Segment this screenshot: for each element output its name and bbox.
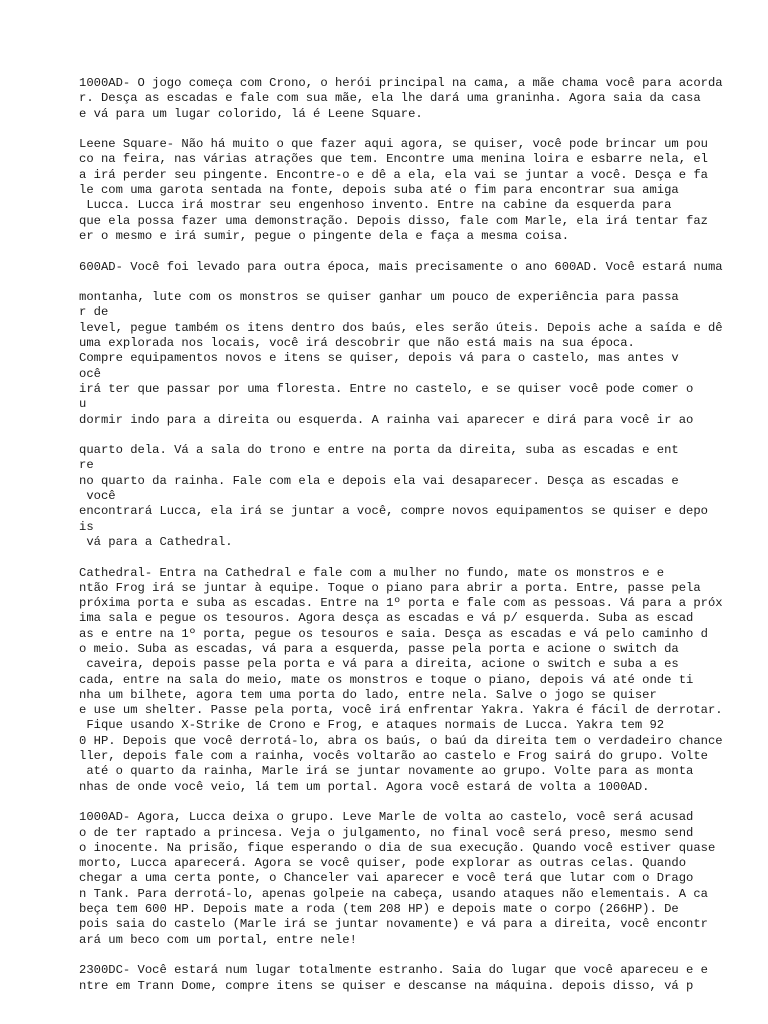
text-line: ller, depois fale com a rainha, vocês voltarão ao castelo e Frog sairá do grupo. Volte [79, 749, 708, 764]
text-line: irá ter que passar por uma floresta. Entre no castelo, e se quiser você pode comer o [79, 381, 694, 396]
text-line: ocê [79, 366, 101, 381]
text-line: level, pegue também os itens dentro dos baús, eles serão úteis. Depois ache a saída e dê [79, 320, 723, 335]
text-line: as e entre na 1º porta, pegue os tesouros e saia. Desça as escadas e vá pelo caminho d [79, 626, 708, 641]
text-line: er o mesmo e irá sumir, pegue o pingente dela e faça a mesma coisa. [79, 228, 570, 243]
text-line: caveira, depois passe pela porta e vá para a direita, acione o switch e suba a es [79, 657, 679, 672]
walkthrough-text [79, 76, 759, 994]
text-line: chegar a uma certa ponte, o Chanceler vai aparecer e você terá que lutar com o Drago [79, 871, 694, 886]
text-line: re [79, 458, 94, 473]
text-line: 600AD- Você foi levado para outra época, mais precisamente o ano 600AD. Você estará numa [79, 259, 723, 274]
text-line: r. Desça as escadas e fale com sua mãe, ela lhe dará uma graninha. Agora saia da casa [79, 91, 701, 106]
text-line: vá para a Cathedral. [79, 534, 233, 549]
text-line: e vá para um lugar colorido, lá é Leene Square. [79, 106, 423, 121]
paragraph-p2300dc [79, 963, 759, 994]
paragraph-p600ad [79, 260, 759, 551]
text-line: que ela possa fazer uma demonstração. Depois disso, fale com Marle, ela irá tentar faz [79, 213, 708, 228]
text-line: próxima porta e suba as escadas. Entre na 1º porta e fale com as pessoas. Vá para a próx [79, 596, 723, 611]
text-line: 1000AD- O jogo começa com Crono, o herói principal na cama, a mãe chama você para acorda [79, 76, 723, 90]
text-line: cada, entre na sala do meio, mate os monstros e toque o piano, depois vá até onde ti [79, 672, 694, 687]
text-line: Compre equipamentos novos e itens se quiser, depois vá para o castelo, mas antes v [79, 351, 679, 366]
text-line: o meio. Suba as escadas, vá para a esquerda, passe pela porta e acione o switch da [79, 641, 679, 656]
text-line: nha um bilhete, agora tem uma porta do lado, entre nela. Salve o jogo se quiser [79, 687, 657, 702]
text-line: pois saia do castelo (Marle irá se juntar novamente) e vá para a direita, você encontr [79, 917, 708, 932]
text-line: co na feira, nas várias atrações que tem. Encontre uma menina loira e esbarre nela, el [79, 152, 708, 167]
text-line: r de [79, 305, 109, 320]
text-line: o de ter raptado a princesa. Veja o julgamento, no final você será preso, mesmo send [79, 825, 694, 840]
text-line: você [79, 489, 116, 504]
text-line: ntão Frog irá se juntar à equipe. Toque o piano para abrir a porta. Entre, passe pela [79, 580, 701, 595]
paragraph-gap [79, 244, 759, 259]
text-line: montanha, lute com os monstros se quiser ganhar um pouco de experiência para passa [79, 290, 679, 305]
text-line: morto, Lucca aparecerá. Agora se você quiser, pode explorar as outras celas. Quando [79, 856, 687, 871]
paragraph-gap [79, 795, 759, 810]
text-line: u [79, 397, 87, 412]
text-line: ima sala e pegue os tesouros. Agora desça as escadas e vá p/ esquerda. Suba as escad [79, 611, 694, 626]
paragraph-leene-square [79, 137, 759, 244]
text-line: a irá perder seu pingente. Encontre-o e dê a ela, ela vai se juntar a você. Desça e fa [79, 167, 708, 182]
text-line: 2300DC- Você estará num lugar totalmente estranho. Saia do lugar que você apareceu e e [79, 963, 708, 978]
text-line: encontrará Lucca, ela irá se juntar a você, compre novos equipamentos se quiser e depo [79, 504, 708, 519]
text-line: Leene Square- Não há muito o que fazer aqui agora, se quiser, você pode brincar um pou [79, 137, 708, 152]
text-line: ntre em Trann Dome, compre itens se quiser e descanse na máquina. depois disso, vá p [79, 978, 694, 993]
paragraph-gap [79, 550, 759, 565]
text-line: nhas de onde você veio, lá tem um portal. Agora você estará de volta a 1000AD. [79, 779, 650, 794]
text-line: ará um beco com um portal, entre nele! [79, 932, 357, 947]
text-line: o inocente. Na prisão, fique esperando o dia de sua execução. Quando você estiver quase [79, 840, 716, 855]
text-line: no quarto da rainha. Fale com ela e depois ela vai desaparecer. Desça as escadas e [79, 473, 679, 488]
text-line: Lucca. Lucca irá mostrar seu engenhoso invento. Entre na cabine da esquerda para [79, 198, 672, 213]
text-line: Fique usando X-Strike de Crono e Frog, e ataques normais de Lucca. Yakra tem 92 [79, 718, 665, 733]
text-line: uma explorada nos locais, você irá descobrir que não está mais na sua época. [79, 336, 635, 351]
text-line: quarto dela. Vá a sala do trono e entre na porta da direita, suba as escadas e ent [79, 443, 679, 458]
paragraph-cathedral [79, 566, 759, 795]
paragraph-gap [79, 122, 759, 137]
text-line [79, 428, 759, 443]
text-line [79, 275, 759, 290]
text-line: e use um shelter. Passe pela porta, você irá enfrentar Yakra. Yakra é fácil de derrotar. [79, 703, 723, 718]
text-line: 0 HP. Depois que você derrotá-lo, abra os baús, o baú da direita tem o verdadeiro chance [79, 733, 723, 748]
text-line: Cathedral- Entra na Cathedral e fale com a mulher no fundo, mate os monstros e e [79, 565, 665, 580]
text-line: n Tank. Para derrotá-lo, apenas golpeie na cabeça, usando ataques não elementais. A ca [79, 886, 708, 901]
paragraph-p1000ad-2 [79, 810, 759, 948]
text-line: beça tem 600 HP. Depois mate a roda (tem 208 HP) e depois mate o corpo (266HP). De [79, 902, 679, 917]
text-line: 1000AD- Agora, Lucca deixa o grupo. Leve Marle de volta ao castelo, você será acusad [79, 810, 694, 825]
text-line: is [79, 519, 94, 534]
text-line: le com uma garota sentada na fonte, depois suba até o fim para encontrar sua amiga [79, 183, 679, 198]
paragraph-p1000ad-1 [79, 76, 759, 122]
text-line: até o quarto da rainha, Marle irá se juntar novamente ao grupo. Volte para as monta [79, 764, 694, 779]
text-line: dormir indo para a direita ou esquerda. A rainha vai aparecer e dirá para você ir ao [79, 412, 694, 427]
paragraph-gap [79, 948, 759, 963]
